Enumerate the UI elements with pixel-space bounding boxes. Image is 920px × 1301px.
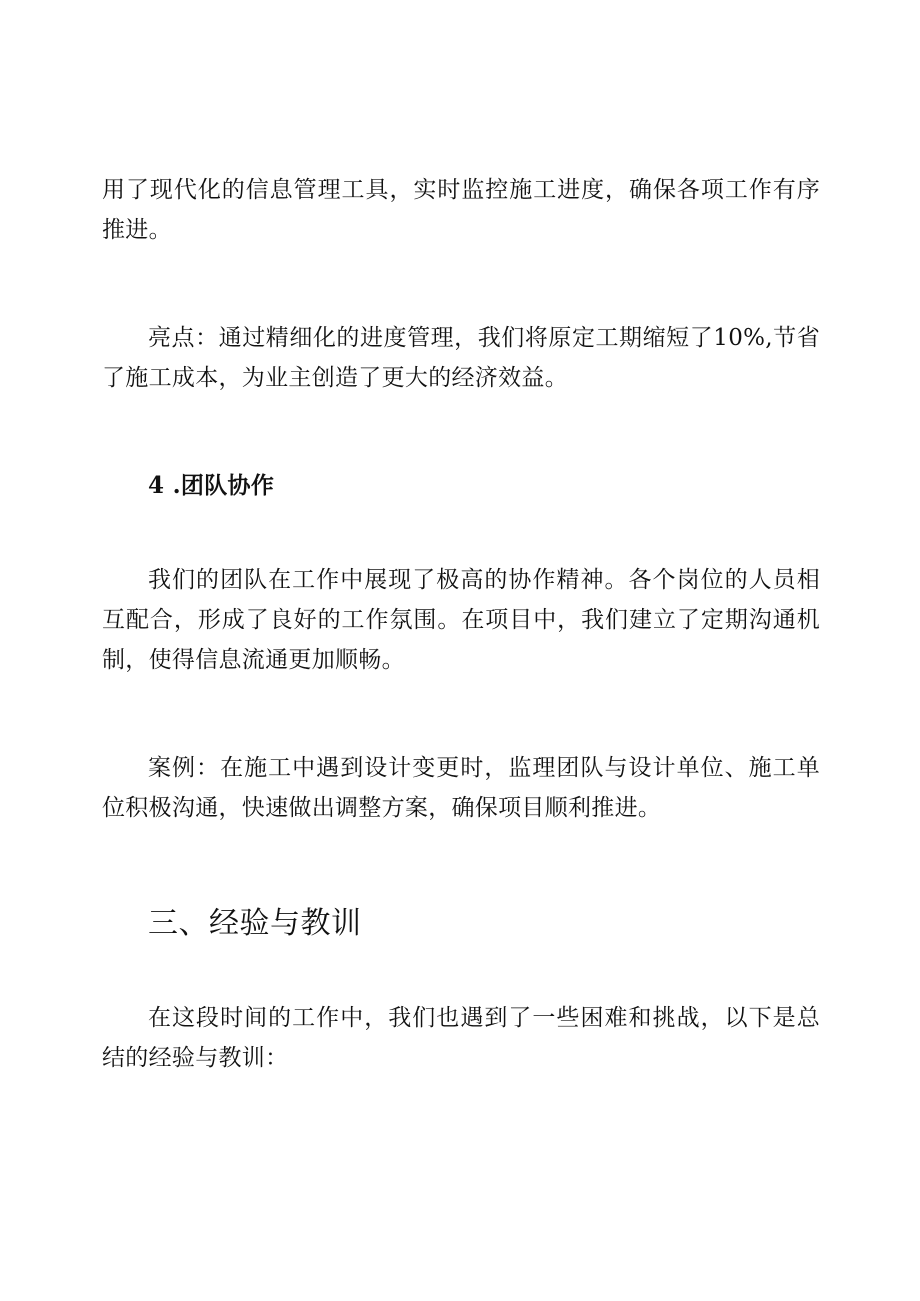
paragraph-progress-tools: 用了现代化的信息管理工具，实时监控施工进度，确保各项工作有序推进。 <box>102 177 820 243</box>
paragraph-highlight: 亮点：通过精细化的进度管理，我们将原定工期缩短了10%,节省了施工成本，为业主创造了更大的经济效益。 <box>102 325 820 391</box>
paragraph-case: 案例：在施工中遇到设计变更时，监理团队与设计单位、施工单位积极沟通，快速做出调整方案，确保项目顺利推进。 <box>102 755 820 821</box>
paragraph-lessons-intro: 在这段时间的工作中，我们也遇到了一些困难和挑战，以下是总结的经验与教训： <box>102 1005 820 1071</box>
paragraph-team-collaboration: 我们的团队在工作中展现了极高的协作精神。各个岗位的人员相互配合，形成了良好的工作氛围。在项目中，我们建立了定期沟通机制，使得信息流通更加顺畅。 <box>102 567 820 673</box>
subheading-team-collaboration: 4 .团队协作 <box>148 472 275 499</box>
section-title-lessons: 三、经验与教训 <box>148 906 362 941</box>
